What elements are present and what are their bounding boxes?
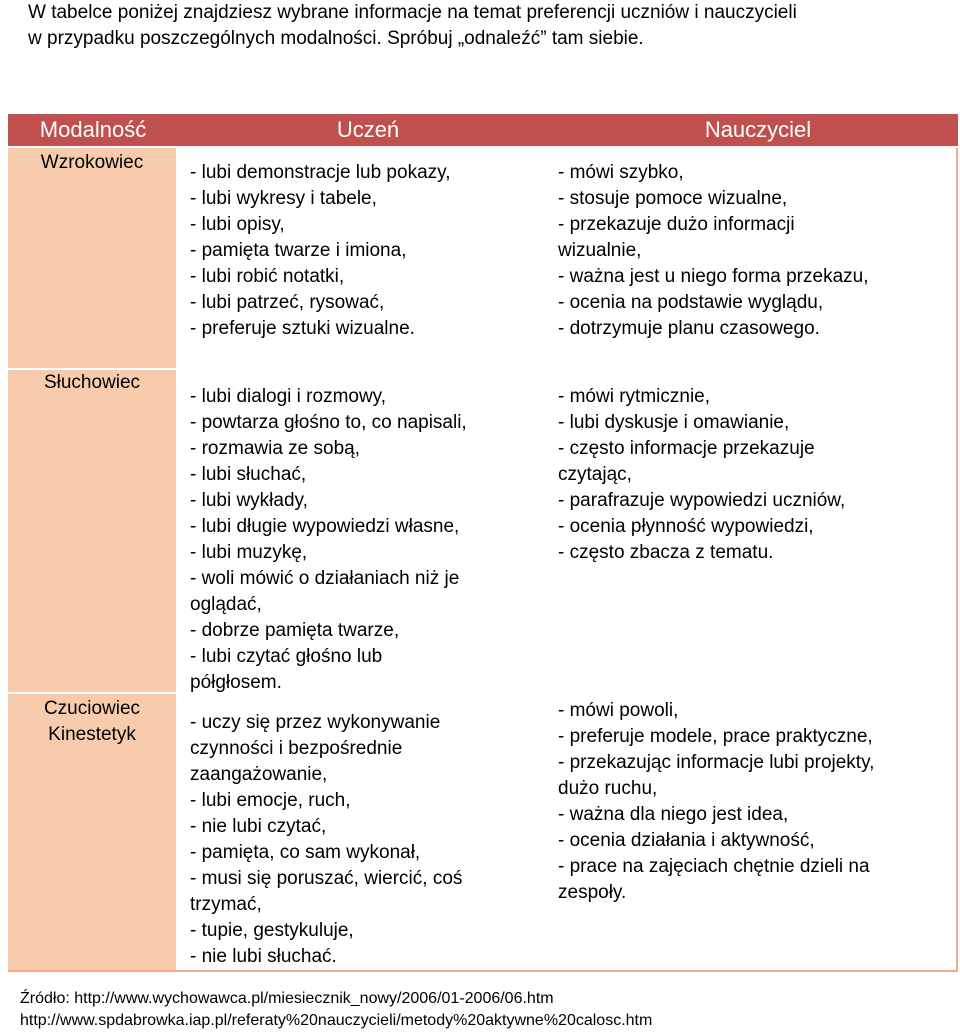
teacher-kinesthetic: - mówi powoli, - preferuje modele, prace praktyczne, - przekazując informacje lubi projekty, dużo ruchu, - ważna dla niego jest idea, - ocenia działania i aktywność, - prace na zajęciach chętnie dzieli na zespoły. [558, 700, 875, 903]
header-teacher: Nauczyciel [704, 117, 812, 142]
intro-line-1: W tabelce poniżej znajdziesz wybrane informacje na temat preferencji uczniów i nauczycieli [28, 2, 797, 23]
modality-visual: Wzrokowiec [40, 152, 144, 173]
source-note [20, 988, 652, 1032]
header-modality: Modalność [39, 117, 147, 142]
intro-text [28, 0, 958, 52]
modality-auditory: Słuchowiec [43, 372, 141, 393]
student-auditory: - lubi dialogi i rozmowy, - powtarza głośno to, co napisali, - rozmawia ze sobą, - lubi słuchać, - lubi wykłady, - lubi długie wypowiedzi własne, - lubi muzykę, - woli mówić o działaniach niż je oglądać, - dobrze pamięta twarze, - lubi czytać głośno lub półgłosem. [190, 386, 467, 693]
table-right-border [956, 148, 958, 972]
table-bottom-border [8, 970, 958, 972]
preferences-table [8, 114, 958, 972]
modality-column [8, 148, 178, 972]
student-kinesthetic: - uczy się przez wykonywanie czynności i bezpośrednie zaangażowanie, - lubi emocje, ruch, - nie lubi czytać, - pamięta, co sam wykonał, - musi się poruszać, wiercić, coś trzymać, - tupie, gestykuluje, - nie lubi słuchać. [190, 712, 463, 967]
header-student: Uczeń [336, 117, 400, 142]
modality-kinesthetic: Czuciowiec Kinestetyk [43, 698, 141, 745]
source-line-1: Źródło: http://www.wychowawca.pl/miesiecznik_nowy/2006/01-2006/06.htm [20, 990, 554, 1007]
student-visual: - lubi demonstracje lub pokazy, - lubi wykresy i tabele, - lubi opisy, - pamięta twarze i imiona, - lubi robić notatki, - lubi patrzeć, rysować, - preferuje sztuki wizualne. [190, 162, 451, 339]
teacher-visual: - mówi szybko, - stosuje pomoce wizualne, - przekazuje dużo informacji wizualnie, - ważna jest u niego forma przekazu, - ocenia na podstawie wyglądu, - dotrzymuje planu czasowego. [558, 162, 869, 339]
intro-line-2: w przypadku poszczególnych modalności. Spróbuj „odnaleźć” tam siebie. [28, 28, 644, 49]
source-line-2: http://www.spdabrowka.iap.pl/referaty%20nauczycieli/metody%20aktywne%20calosc.htm [20, 1012, 653, 1029]
teacher-auditory: - mówi rytmicznie, - lubi dyskusje i omawianie, - często informacje przekazuje czytając, - parafrazuje wypowiedzi uczniów, - ocenia płynność wypowiedzi, - często zbacza z tematu. [558, 386, 846, 563]
